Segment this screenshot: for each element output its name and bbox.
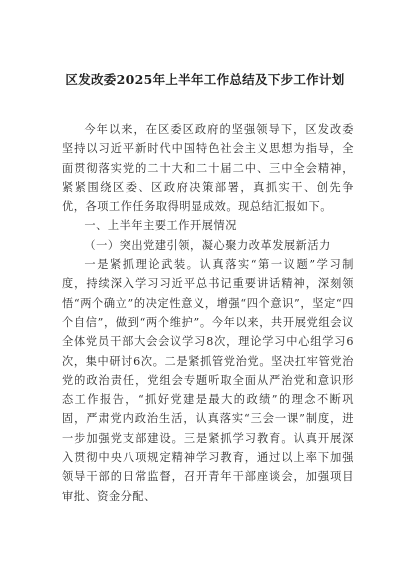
body-paragraph: 一是紧抓理论武装。认真落实“第一议题”学习制度，持续深入学习习近平总书记重要讲话精神，深刻领悟“两个确立”的决定性意义，增强“四个意识”，坚定“四个自信”，做到“两个维护”。今年以来，共开展党组会议全体党员干部大会会议学习8次，理论学习中心组学习6次，集中研讨6次。二是紧抓管党治党。坚决扛牢管党治党的政治责任，党组会专题听取全面从严治党和意识形态工作报告，“抓好党建是最大的政绩”的理念不断巩固，严肃党内政治生活，认真落实“三会一课”制度，进一步加强党支部建设。三是紧抓学习教育。认真开展深入贯彻中央八项规定精神学习教育，通过以上率下加强领导干部的日常监督，召开青年干部座谈会，加强项目审批、资金分配、 bbox=[62, 258, 354, 503]
document-body bbox=[62, 120, 354, 506]
section-heading: 一、上半年主要工作开展情况 bbox=[84, 219, 237, 233]
intro-paragraph: 今年以来，在区委区政府的坚强领导下，区发改委坚持以习近平新时代中国特色社会主义思想为指导，全面贯彻落实党的二十大和二十届二中、三中全会精神，紧紧围绕区委、区政府决策部署，真抓实干、创先争优，各项工作任务取得明显成效。现总结汇报如下。 bbox=[62, 123, 354, 214]
document-title: 区发改委2025年上半年工作总结及下步工作计划 bbox=[65, 72, 345, 87]
subsection-heading: （一）突出党建引领，凝心聚力改革发展新活力 bbox=[84, 238, 331, 252]
